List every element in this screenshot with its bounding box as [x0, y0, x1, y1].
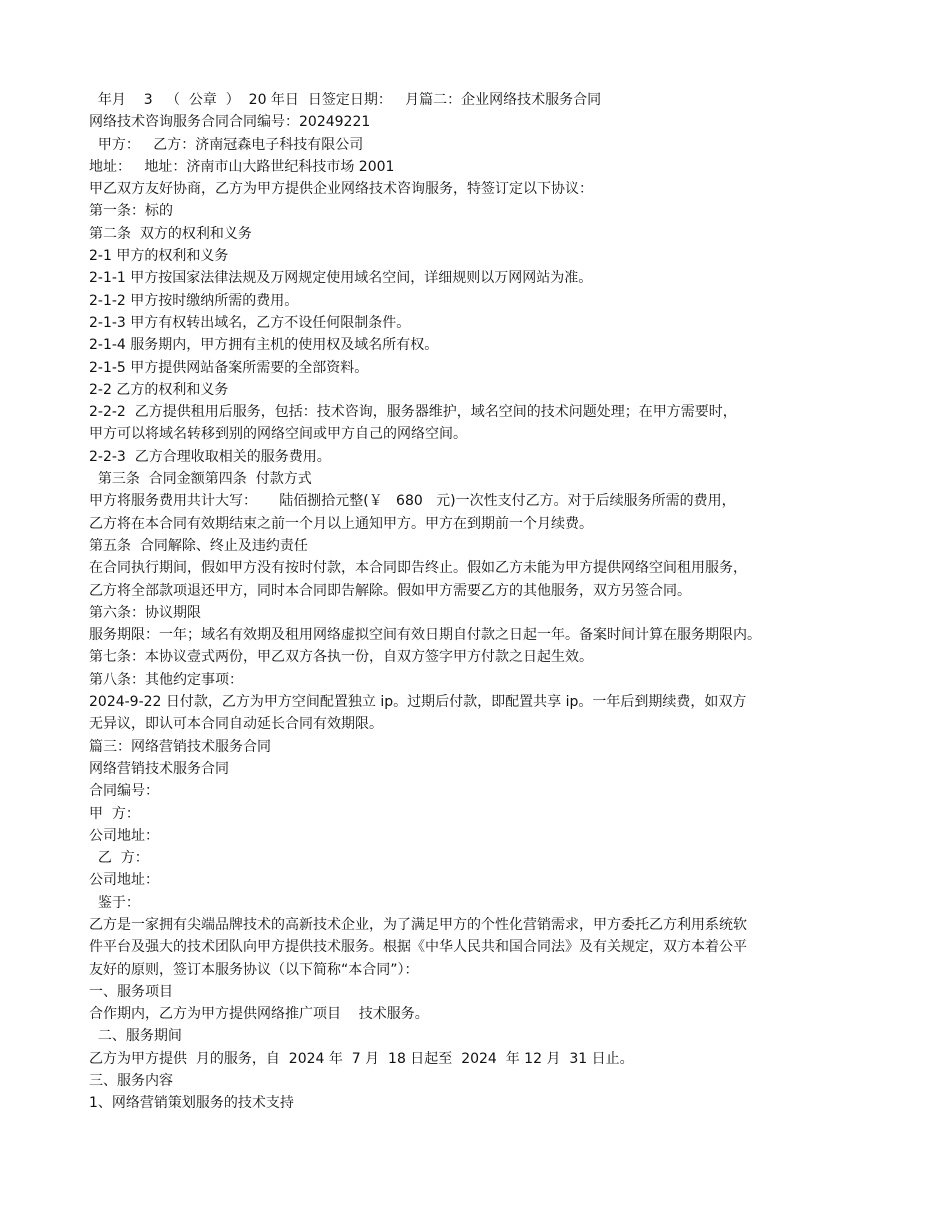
text-line: 2-1-5 甲方提供网站备案所需要的全部资料。: [89, 359, 369, 376]
text-line: 乙方将全部款项退还甲方，同时本合同即告解除。假如甲方需要乙方的其他服务，双方另签合同。: [89, 582, 691, 599]
text-line: 网络营销技术服务合同: [89, 760, 229, 777]
text-line: 2024-9-22 日付款，乙方为甲方空间配置独立 ip。过期后付款，即配置共享 ip。一年后到期续费，如双方: [89, 694, 747, 711]
text-line: 甲方： 乙方：济南冠森电子科技有限公司: [89, 136, 364, 153]
text-line: 2-1-3 甲方有权转出域名，乙方不设任何限制条件。: [89, 314, 411, 331]
text-line: 公司地址：: [89, 827, 159, 844]
text-line: 乙方将在本合同有效期结束之前一个月以上通知甲方。甲方在到期前一个月续费。: [89, 515, 593, 532]
section-heading: 第三条 合同金额第四条 付款方式: [89, 471, 312, 488]
text-line: 网络技术咨询服务合同合同编号：20249221: [89, 114, 371, 131]
text-line: 2-1-4 服务期内，甲方拥有主机的使用权及域名所有权。: [89, 337, 439, 354]
text-line: 合作期内，乙方为甲方提供网络推广项目 技术服务。: [89, 1006, 429, 1023]
section-heading: 三、服务内容: [89, 1073, 173, 1090]
text-line: 鉴于：: [89, 894, 140, 911]
text-line: 甲方将服务费用共计大写： 陆佰捌拾元整(￥ 680 元)一次性支付乙方。对于后续服务所需的费用，: [89, 493, 736, 510]
section-heading: 第二条 双方的权利和义务: [89, 225, 252, 242]
text-line: 2-1-2 甲方按时缴纳所需的费用。: [89, 292, 299, 309]
text-line: 甲 方：: [89, 805, 140, 822]
section-heading: 第五条 合同解除、终止及违约责任: [89, 537, 308, 554]
section-heading: 一、服务项目: [89, 983, 173, 1000]
text-line: 乙 方：: [89, 850, 149, 867]
text-line: 1、网络营销策划服务的技术支持: [89, 1095, 294, 1112]
text-line: 甲方可以将域名转移到别的网络空间或甲方自己的网络空间。: [89, 426, 467, 443]
text-line: 在合同执行期间，假如甲方没有按时付款，本合同即告终止。假如乙方未能为甲方提供网络空间租用服务，: [89, 560, 747, 577]
section-heading: 第八条：其他约定事项：: [89, 671, 243, 688]
text-line: 公司地址：: [89, 872, 159, 889]
text-line: 2-2 乙方的权利和义务: [89, 381, 229, 398]
text-line: 第七条：本协议壹式两份，甲乙双方各执一份，自双方签字甲方付款之日起生效。: [89, 649, 593, 666]
section-heading: 第一条：标的: [89, 203, 173, 220]
text-line: 乙方是一家拥有尖端品牌技术的高新技术企业，为了满足甲方的个性化营销需求，甲方委托乙方利用系统软: [89, 916, 747, 933]
text-line: 2-1-1 甲方按国家法律法规及万网规定使用域名空间，详细规则以万网网站为准。: [89, 270, 593, 287]
text-line: 年月 3 （ 公章 ） 20 年日 日签定日期： 月篇二：企业网络技术服务合同: [89, 92, 602, 108]
section-heading: 第六条：协议期限: [89, 604, 201, 621]
text-line: 合同编号：: [89, 783, 159, 800]
section-heading: 篇三：网络营销技术服务合同: [89, 738, 271, 755]
text-line: 无异议，即认可本合同自动延长合同有效期限。: [89, 716, 383, 733]
text-line: 友好的原则，签订本服务协议（以下简称“本合同”）：: [89, 961, 419, 978]
section-heading: 二、服务期间: [89, 1028, 182, 1045]
text-line: 2-2-3 乙方合理收取相关的服务费用。: [89, 448, 331, 465]
text-line: 2-1 甲方的权利和义务: [89, 248, 229, 265]
text-line: 甲乙双方友好协商，乙方为甲方提供企业网络技术咨询服务，特签订定以下协议：: [89, 181, 593, 198]
text-line: 件平台及强大的技术团队向甲方提供技术服务。根据《中华人民共和国合同法》及有关规定，双方本着公平: [89, 939, 747, 956]
text-line: 乙方为甲方提供 月的服务，自 2024 年 7 月 18 日起至 2024 年 12 月 31 日止。: [89, 1050, 634, 1067]
text-line: 2-2-2 乙方提供租用后服务，包括：技术咨询，服务器维护，域名空间的技术问题处理；在甲方需要时，: [89, 404, 737, 421]
text-line: 服务期限：一年；域名有效期及租用网络虚拟空间有效日期自付款之日起一年。备案时间计算在服务期限内。: [89, 627, 761, 644]
text-line: 地址： 地址：济南市山大路世纪科技市场 2001: [89, 158, 395, 175]
document-body: [89, 89, 889, 1115]
